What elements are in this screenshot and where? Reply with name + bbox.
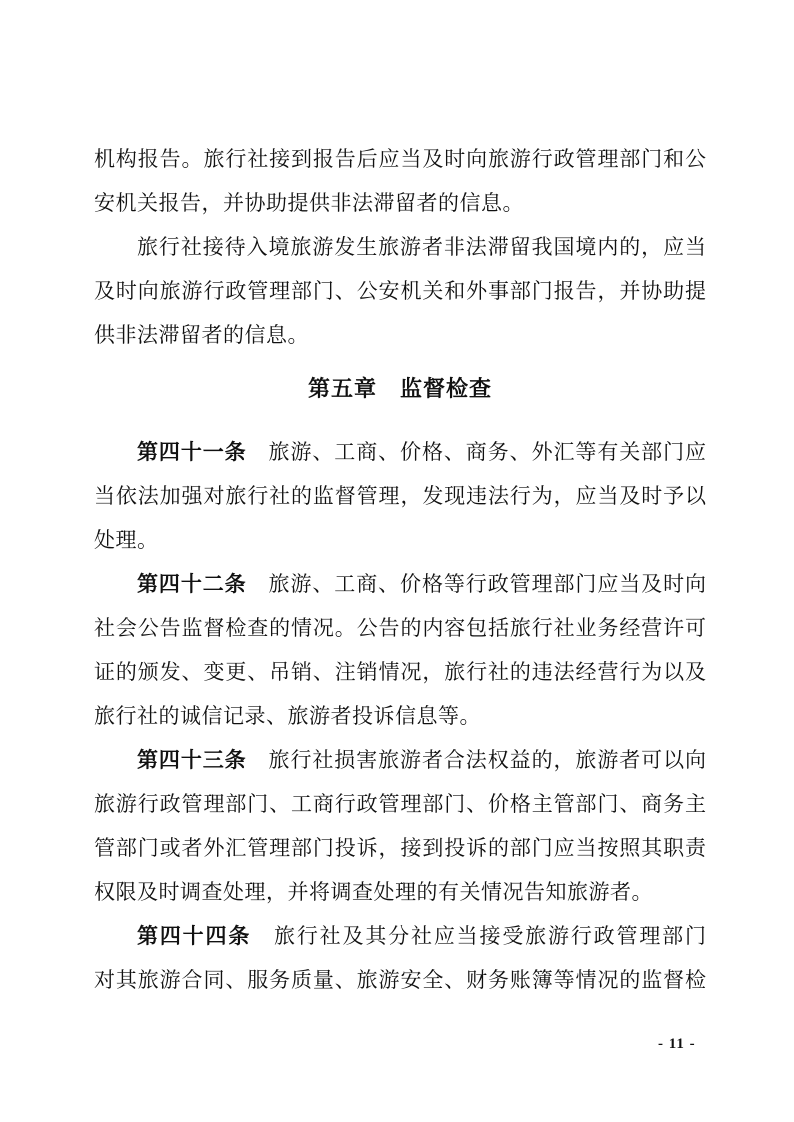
text-line <box>94 694 706 738</box>
text-line <box>94 606 706 650</box>
article-number: 第四十二条 <box>137 573 247 596</box>
line-text: 当依法加强对旅行社的监督管理，发现违法行为，应当及时予以 <box>94 484 706 508</box>
line-text: 旅行社接待入境旅游发生旅游者非法滞留我国境内的，应当 <box>137 235 706 259</box>
line-text: 机构报告。旅行社接到报告后应当及时向旅游行政管理部门和公 <box>94 147 706 171</box>
line-text: 旅行社损害旅游者合法权益的，旅游者可以向 <box>246 748 706 772</box>
line-text: 旅行社的诚信记录、旅游者投诉信息等。 <box>94 704 481 728</box>
text-line <box>94 518 706 562</box>
text-line <box>94 782 706 826</box>
article-41-line <box>94 430 706 474</box>
text-line <box>94 650 706 694</box>
line-text: 供非法滞留者的信息。 <box>94 323 309 347</box>
line-text: 安机关报告，并协助提供非法滞留者的信息。 <box>94 191 524 215</box>
article-number: 第四十三条 <box>137 749 247 772</box>
text-line <box>94 225 706 269</box>
line-text: 旅游行政管理部门、工商行政管理部门、价格主管部门、商务主 <box>94 792 706 816</box>
line-text: 及时向旅游行政管理部门、公安机关和外事部门报告，并协助提 <box>94 279 706 303</box>
line-text: 旅游、工商、价格等行政管理部门应当及时向 <box>246 572 706 596</box>
text-line <box>94 474 706 518</box>
line-text: 管部门或者外汇管理部门投诉，接到投诉的部门应当按照其职责 <box>94 836 706 860</box>
line-text: 证的颁发、变更、吊销、注销情况，旅行社的违法经营行为以及 <box>94 660 706 684</box>
text-line <box>94 826 706 870</box>
text-line <box>94 313 706 357</box>
article-42-line <box>94 562 706 606</box>
line-text: 对其旅游合同、服务质量、旅游安全、财务账簿等情况的监督检 <box>94 968 706 992</box>
line-text: 权限及时调查处理，并将调查处理的有关情况告知旅游者。 <box>94 880 653 904</box>
chapter-heading: 第五章 监督检查 <box>307 376 492 401</box>
article-43-line <box>94 738 706 782</box>
text-line <box>94 269 706 313</box>
line-text: 社会公告监督检查的情况。公告的内容包括旅行社业务经营许可 <box>94 616 706 640</box>
page-number: - 11 - <box>658 1036 696 1052</box>
text-line <box>94 181 706 225</box>
article-number: 第四十一条 <box>137 441 247 464</box>
article-number: 第四十四条 <box>137 925 252 948</box>
article-44-line <box>94 914 706 958</box>
text-line <box>94 870 706 914</box>
document-body <box>94 137 706 1002</box>
line-text: 旅行社及其分社应当接受旅游行政管理部门 <box>251 924 706 948</box>
line-text: 处理。 <box>94 528 159 552</box>
line-text: 旅游、工商、价格、商务、外汇等有关部门应 <box>246 440 706 464</box>
text-line <box>94 137 706 181</box>
text-line <box>94 958 706 1002</box>
